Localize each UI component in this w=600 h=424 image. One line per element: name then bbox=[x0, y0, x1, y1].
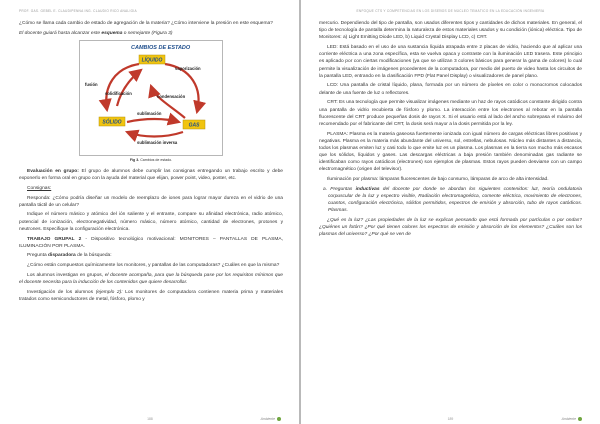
paragraph: Iluminación por plasma: lámparas fluorescentes de bajo consumo, lámparas de arco de alta intensidad. bbox=[327, 177, 549, 183]
text-run: esquema bbox=[101, 30, 123, 36]
paragraph: PLASMA: Plasma es la materia gaseosa fuertemente ionizada con igual número de cargas eléctricas libres positivas y negativas. Plasma es la materia más abundante del universo, sol, estrellas, nebulosas. Núcleo más distantes a distancia, todos los plasmas emiten luz y casi todo lo que emite luz es un plasma. Los plasmas en la tierra son mucho más escasos que los sólidos, líquidos y gases. Las descargas eléctricas a baja presión también denominadas gas radiante se identificaban como rayos catódicos (electrones) son ejemplos de plasmas. Estos rayos pueden desviarse con un campo electromagnético (origen del televisor). bbox=[319, 131, 582, 173]
paragraph bbox=[19, 272, 283, 286]
text-run: o semejante (Figura 3) bbox=[122, 30, 173, 36]
text-run: Investigación de los alumnos bbox=[27, 289, 96, 295]
text-run: - Dispositivo tecnológico motivacional: MONITORES – PANTALLAS DE PLASMA, ILUMINACIÓN POR PLASMA. bbox=[19, 236, 283, 249]
sublimation-label: sublimación bbox=[137, 110, 162, 116]
paragraph bbox=[19, 236, 283, 250]
liquid-label: LÍQUIDO bbox=[141, 57, 163, 64]
footer-brand bbox=[562, 417, 582, 421]
fusion-label: fusión bbox=[85, 81, 98, 87]
page-number: 188 bbox=[147, 417, 153, 421]
gas-label: GAS bbox=[188, 122, 200, 129]
paragraph: ¿Cómo están compuestos químicamente los monitores, y pantallas de las computadoras? ¿Cuáles en que la misma? bbox=[27, 263, 280, 269]
caption-number: Fig 3. bbox=[129, 157, 140, 162]
text-run: de la búsqueda: bbox=[75, 253, 112, 259]
text-run: Pregunta bbox=[27, 253, 49, 259]
text-run: TRABAJO GRUPAL 2 bbox=[27, 236, 82, 242]
text-run: Consignas: bbox=[27, 185, 52, 191]
paragraph bbox=[19, 185, 283, 192]
text-run: disparadora bbox=[48, 253, 76, 259]
paragraph: CRT: Es una tecnología que permite visualizar imágenes mediante un haz de rayos catódicos constante dirigido contra una pantalla de vidrio recubierta de fósforo y plomo. La interacción entre los electrones al rebotar en la pantalla fluorescente del CRT produce pequeñas dosis de rayos X. Si el usuario está al lado del ancho sobrepasa el máximo del recomendado por el fabricante del CRT, la dosis será mayor a la dosis permitida por la ley. bbox=[319, 100, 582, 127]
text-run: el docente acompaña, para que la búsqueda pase por los requisitos mínimos que el docente necesita para la inducción de los contenidos que quiere desarrollar. bbox=[19, 272, 283, 286]
paragraph: ¿Qué es la luz? ¿Las propiedades de la luz se explican pensando que está formada por partículas o por ondas? ¿Quiénes un fotón? ¿Por qué tienen colores los espectros de emisión y absorción de los elementos? ¿Cuáles son los plasmas del universo? ¿Por qué se ven de bbox=[319, 218, 582, 238]
paragraph: mercurio. Dependiendo del tipo de pantalla, son usados diferentes tipos y cantidades de dichos materiales. En general, el tipo de tecnología de pantalla determina la naturaleza de estos materiales usados y su condición (iónica) eléctrica. Tipo de Monitores: a) Light Emitting Diode LED, b) Liquid Crystal Display LCD, c) CRT. bbox=[319, 21, 582, 41]
left-page bbox=[0, 0, 299, 424]
caption-text: Cambios de estado. bbox=[139, 157, 173, 162]
solidification-label: solidificación bbox=[105, 90, 132, 96]
paragraph bbox=[19, 20, 283, 27]
inverse-sublimation-label: sublimación inversa bbox=[137, 139, 178, 145]
brand-text: Ambiente bbox=[561, 417, 576, 421]
running-head: PROF. GAS. GEBEL E. CLAUDIPENNA ING. CLAUDIO RICO ANALIGIA bbox=[19, 9, 137, 13]
states-of-matter-diagram bbox=[79, 40, 223, 156]
paragraph bbox=[19, 289, 283, 303]
running-head: ENFOQUE CTS Y COMPETENCIAS EN LOS DISEÑOS DE NÚCLEO TEMÁTICO EN LA EDUCACIÓN INGENIERÍA bbox=[356, 9, 545, 13]
paragraph: LED: Está basado en el uso de una sustancia líquida atrapada entre 2 placas de vidrio, haciendo que al aplicar una corriente eléctrica a una zona específica, esta se vuelva opaca y contraste con la iluminación LED trasera. Este principio es aplicado por con ciertas modificaciones (ya que se utilizan 3 colores básicos para generar la gama de colores) lo cual permite la visualización de imágenes procedentes de la computadora, por medio del puerto de video hasta los circuitos de la pantalla LED, entrando en la clasificación FPD (Flat Panel Display) o visualizadores de panel plano. bbox=[319, 45, 582, 79]
text-run: del docente por donde se abordan los siguientes contenidos: luz, teoría ondulatoria corpuscular de la luz y espectro visible, Radiación electromagnética, comente eléctrica, movimiento de electrones, cuantos, configuración electrónica, sólidos permitidos, espectros de emisión y absorción, tubo de rayos catódicos. Plasmas. bbox=[328, 186, 582, 214]
text-run: (ejemplo 2): bbox=[95, 289, 123, 295]
figure-caption bbox=[19, 158, 283, 162]
paragraph bbox=[19, 30, 283, 37]
right-page bbox=[301, 0, 600, 424]
text-run: a. Preguntas bbox=[323, 186, 356, 192]
paragraph bbox=[19, 252, 283, 259]
paragraph: Responda: ¿Cómo podría diseñar un modelo de reemplazo de iones para lograr mayor dureza en el vidrio de una pantalla táctil de un celular? bbox=[19, 195, 283, 208]
condensation-label: condensación bbox=[157, 93, 186, 99]
vaporization-label: vaporización bbox=[175, 65, 201, 71]
brand-logo-icon bbox=[578, 417, 582, 421]
solid-label: SÓLIDO bbox=[102, 119, 122, 126]
paragraph bbox=[19, 168, 283, 182]
brand-logo-icon bbox=[277, 417, 281, 421]
question-list bbox=[319, 186, 582, 215]
figure-title: CAMBIOS DE ESTADO bbox=[131, 44, 191, 51]
list-item bbox=[319, 186, 582, 215]
text-run: inductivas bbox=[355, 186, 380, 192]
text-run: El grupo de alumnos debe cumplir las consignas entregando un trabajo escrito y debe exponerlo en forma oral en grupo con la ayuda del material que elijan, power point, video, poster, etc. bbox=[19, 168, 283, 182]
text-run: Evaluación en grupo: bbox=[27, 168, 79, 174]
brand-text: Ambiente bbox=[260, 417, 275, 421]
question-text: ¿Cómo se llama cada cambio de estado de agregación de la materia? ¿Cómo interviene la presión en este esquema? bbox=[19, 21, 273, 26]
paragraph: Indique el número másico y atómico del ión saliente y el entrante, compare su afinidad electrónica, radio atómico, potencial de ionización, electronegatividad, número másico, número atómico, cantidad de electrones, protones y neutrones. Especifique la configuración electrónica. bbox=[19, 212, 283, 232]
page-number: 189 bbox=[447, 417, 454, 421]
footer-brand bbox=[261, 417, 281, 421]
paragraph: LCD: Una pantalla de cristal líquido, plana, formada por un número de píxeles en color o monocromos colocados delante de una fuente de luz o reflectores. bbox=[319, 83, 582, 96]
text-run: Los monitores de computadora contienen materia prima y materiales tratados como semiconductores de metal, fósforo, plomo y bbox=[19, 289, 283, 302]
text-run: El docente guiará hasta alcanzar este bbox=[19, 30, 102, 36]
text-run: Los alumnos investigan en grupos, bbox=[27, 272, 105, 278]
